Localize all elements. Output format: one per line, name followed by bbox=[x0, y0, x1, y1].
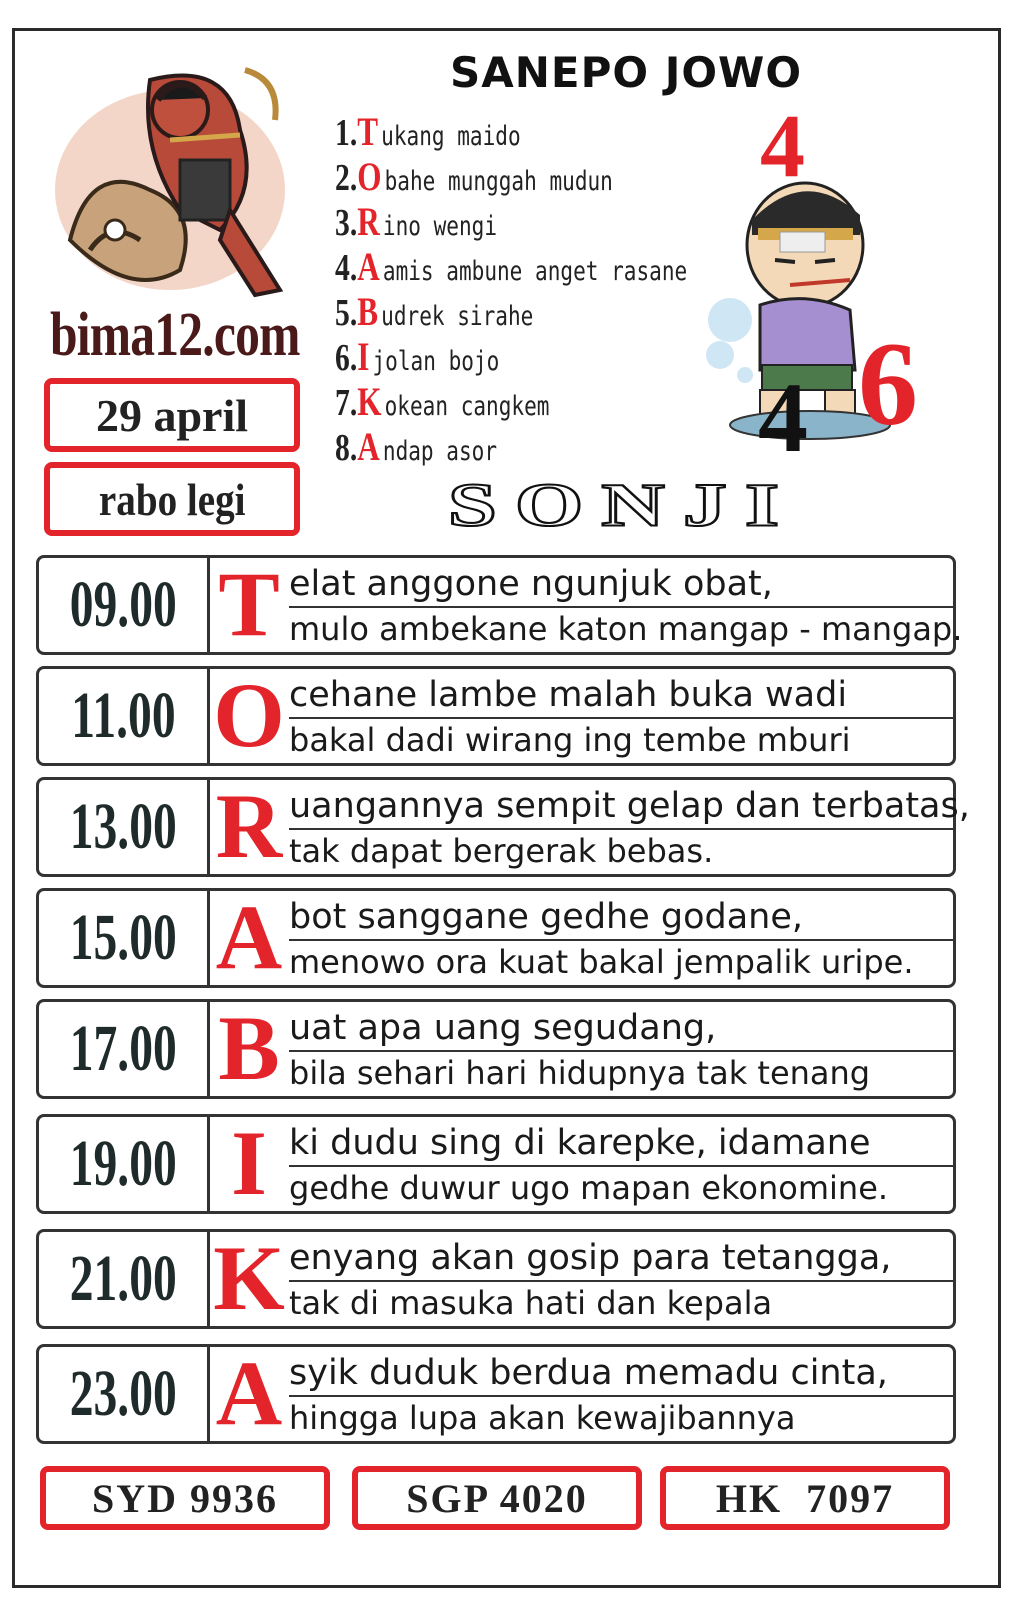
row-line-1: bot sanggane gedhe godane, bbox=[289, 897, 804, 937]
row-line-2: tak di masuka hati dan kepala bbox=[289, 1284, 773, 1322]
row-time: 15.00 bbox=[39, 891, 210, 985]
row-letter: K bbox=[213, 1227, 285, 1329]
list-item: 4. A amis ambune anget rasane bbox=[335, 244, 688, 289]
row-line-2: menowo ora kuat bakal jempalik uripe. bbox=[289, 943, 914, 981]
row-time: 19.00 bbox=[39, 1117, 210, 1211]
list-item: 3. R ino wengi bbox=[335, 199, 498, 244]
number-right: 6 bbox=[858, 317, 918, 450]
list-item: 1. T ukang maido bbox=[335, 109, 521, 154]
row-line-1: cehane lambe malah buka wadi bbox=[289, 675, 848, 715]
sick-character-illustration bbox=[700, 110, 960, 450]
row-letter: T bbox=[218, 553, 280, 655]
row-time: 13.00 bbox=[39, 780, 210, 874]
row-line-2: bila sehari hari hidupnya tak tenang bbox=[289, 1054, 871, 1092]
table-row bbox=[36, 1344, 956, 1444]
row-line-1: syik duduk berdua memadu cinta, bbox=[289, 1353, 888, 1393]
day-label: rabo legi bbox=[98, 473, 246, 525]
row-divider bbox=[289, 717, 954, 719]
banner-title: SONJI bbox=[447, 471, 798, 540]
row-time: 23.00 bbox=[39, 1347, 210, 1441]
row-divider bbox=[289, 606, 954, 608]
table-row bbox=[36, 999, 956, 1099]
row-divider bbox=[289, 828, 954, 830]
number-top: 4 bbox=[760, 97, 805, 196]
table-row bbox=[36, 553, 963, 655]
number-bottom: 4 bbox=[758, 362, 808, 473]
row-letter: O bbox=[213, 664, 285, 766]
row-time: 21.00 bbox=[39, 1232, 210, 1326]
day-box bbox=[44, 462, 300, 536]
list-item: 8. A ndap asor bbox=[335, 424, 498, 469]
row-divider bbox=[289, 1165, 954, 1167]
row-letter: B bbox=[218, 997, 280, 1099]
bima-warrior-illustration bbox=[30, 40, 300, 310]
row-letter: R bbox=[215, 775, 283, 877]
row-time: 17.00 bbox=[39, 1002, 210, 1096]
table-row bbox=[36, 666, 956, 766]
row-divider bbox=[289, 1395, 954, 1397]
result-sgp: SGP 4020 bbox=[352, 1466, 642, 1530]
row-line-2: mulo ambekane katon mangap - mangap. bbox=[289, 610, 963, 648]
row-line-1: uangannya sempit gelap dan terbatas, bbox=[289, 786, 970, 826]
row-line-1: enyang akan gosip para tetangga, bbox=[289, 1238, 892, 1278]
list-item: 5. B udrek sirahe bbox=[335, 289, 534, 334]
row-line-2: gedhe duwur ugo mapan ekonomine. bbox=[289, 1169, 889, 1207]
date-label: 29 april bbox=[95, 389, 249, 441]
result-hk: HK 7097 bbox=[660, 1466, 950, 1530]
row-letter: A bbox=[215, 886, 283, 988]
row-divider bbox=[289, 1280, 954, 1282]
table-row bbox=[36, 1114, 956, 1214]
date-box bbox=[44, 378, 300, 452]
row-time: 11.00 bbox=[39, 669, 210, 763]
row-divider bbox=[289, 1050, 954, 1052]
page-title: SANEPO JOWO bbox=[450, 48, 803, 97]
table-row bbox=[36, 888, 956, 988]
row-line-2: tak dapat bergerak bebas. bbox=[289, 832, 714, 870]
site-logo-text: bima12.com bbox=[50, 301, 300, 369]
row-line-1: uat apa uang segudang, bbox=[289, 1008, 717, 1048]
list-item: 7. K okean cangkem bbox=[335, 379, 550, 424]
table-row bbox=[36, 775, 970, 877]
list-item: 6. I jolan bojo bbox=[335, 334, 500, 379]
row-letter: I bbox=[231, 1112, 267, 1214]
row-letter: A bbox=[215, 1342, 283, 1444]
row-line-2: bakal dadi wirang ing tembe mburi bbox=[289, 721, 851, 759]
row-line-1: ki dudu sing di karepke, idamane bbox=[289, 1123, 871, 1163]
row-divider bbox=[289, 939, 954, 941]
row-line-1: elat anggone ngunjuk obat, bbox=[289, 564, 773, 604]
table-row bbox=[36, 1229, 956, 1329]
row-line-2: hingga lupa akan kewajibannya bbox=[289, 1399, 796, 1437]
list-item: 2. O bahe munggah mudun bbox=[335, 154, 613, 199]
row-time: 09.00 bbox=[39, 558, 210, 652]
result-syd: SYD 9936 bbox=[40, 1466, 330, 1530]
